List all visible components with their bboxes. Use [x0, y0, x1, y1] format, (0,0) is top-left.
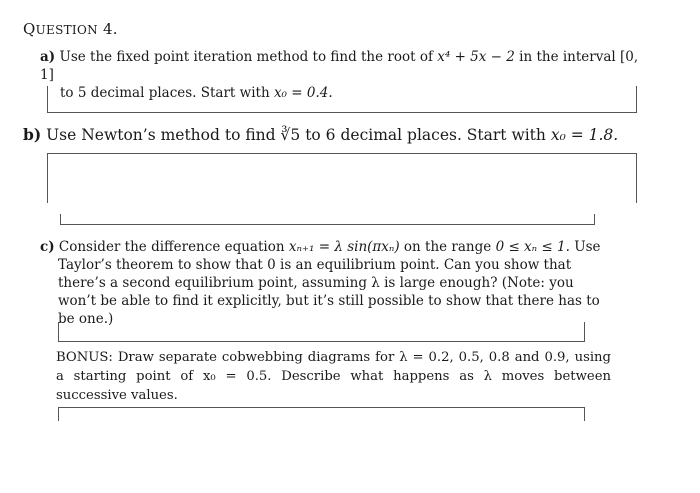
part-b-text-2: to 6 decimal places. Start with — [300, 126, 551, 144]
part-c-text-2: on the range — [399, 239, 496, 255]
part-c-range: 0 ≤ xₙ ≤ 1. — [495, 239, 570, 255]
part-a-label: a) — [40, 49, 56, 65]
question-number: 4. — [102, 20, 118, 38]
part-a-interval: [0, 1] — [40, 49, 639, 83]
question-title — [23, 20, 118, 38]
part-a-text-2: in the interval — [514, 49, 621, 65]
part-b-answer-box[interactable] — [47, 153, 637, 203]
part-b-start: x₀ = 1.8. — [550, 126, 619, 144]
part-b-text — [23, 126, 663, 144]
part-b-answer-box-lower[interactable] — [60, 214, 595, 225]
question-title-rest: UESTION — [35, 23, 98, 37]
part-a-expression: x⁴ + 5x − 2 — [437, 49, 515, 65]
bonus-answer-box[interactable] — [58, 407, 585, 421]
part-b-text-1: Use Newton’s method to find — [46, 126, 281, 144]
bonus-text: BONUS: Draw separate cobwebbing diagrams for λ = 0.2, 0.5, 0.8 and 0.9, using a starting point of x₀ = 0.5. Describe what happens as λ moves between successive values. — [56, 350, 611, 403]
part-a-text-1: Use the fixed point iteration method to find the root of — [59, 49, 438, 65]
part-c-text-3: Use Taylor’s theorem to show that 0 is an equilibrium point. Can you show that there’s a second equilibrium point, assuming λ is large enough? (Note: you won’t be able to find it explicitly, but it’s still possible to show that there has to be one.) — [58, 239, 601, 327]
part-c-answer-box[interactable] — [58, 322, 585, 342]
part-a-answer-box[interactable] — [47, 86, 637, 113]
part-c-label: c) — [40, 239, 55, 255]
part-b-label: b) — [23, 125, 42, 144]
part-c-text-1: Consider the difference equation — [58, 239, 289, 255]
part-c-text — [40, 238, 615, 328]
part-a-start: x₀ = 0.4. — [273, 85, 333, 101]
part-b-root: ∛5 — [280, 126, 301, 144]
part-a-text-3: to 5 decimal places. Start with — [60, 85, 274, 101]
question-title-first: Q — [23, 20, 36, 38]
part-c-equation: xₙ₊₁ = λ sin(πxₙ) — [288, 239, 400, 255]
